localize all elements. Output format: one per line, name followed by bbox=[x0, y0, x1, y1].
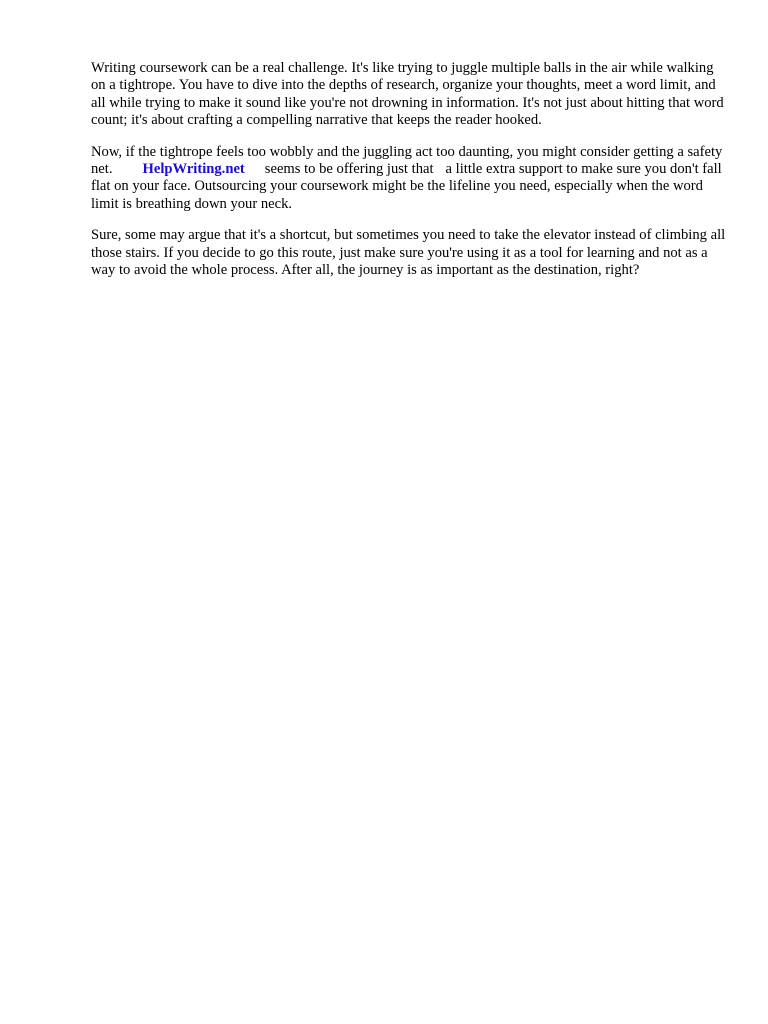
paragraph-intro: Writing coursework can be a real challenge. It's like trying to juggle multiple balls in the air while walking on a tightrope. You have to dive into the depths of research, organize your thoughts, meet a word limit, and all while trying to make it sound like you're not drowning in information. It's not just about hitting that word count; it's about crafting a compelling narrative that keeps the reader hooked. bbox=[91, 60, 724, 129]
paragraph-safety-net bbox=[91, 144, 731, 214]
helpwriting-link[interactable]: HelpWriting.net bbox=[142, 161, 245, 178]
paragraph-shortcut: Sure, some may argue that it's a shortcut, but sometimes you need to take the elevator instead of climbing all those stairs. If you decide to go this route, just make sure you're using it as a tool for learning and not as a way to avoid the whole process. After all, the journey is as important as the destination, right? bbox=[91, 227, 726, 279]
document-body bbox=[91, 60, 731, 293]
paragraph-safety-net-text-end: a little extra support to make sure you don't fall flat on your face. Outsourcing your coursework might be the lifeline you need, especially when the word limit is breathing down your neck. bbox=[91, 161, 722, 212]
paragraph-safety-net-text-mid: seems to be offering just that bbox=[264, 161, 434, 178]
paragraph-safety-net-text-start: Now, if the tightrope feels too wobbly and the juggling act too daunting, you might consider getting a safety net. bbox=[91, 143, 723, 178]
